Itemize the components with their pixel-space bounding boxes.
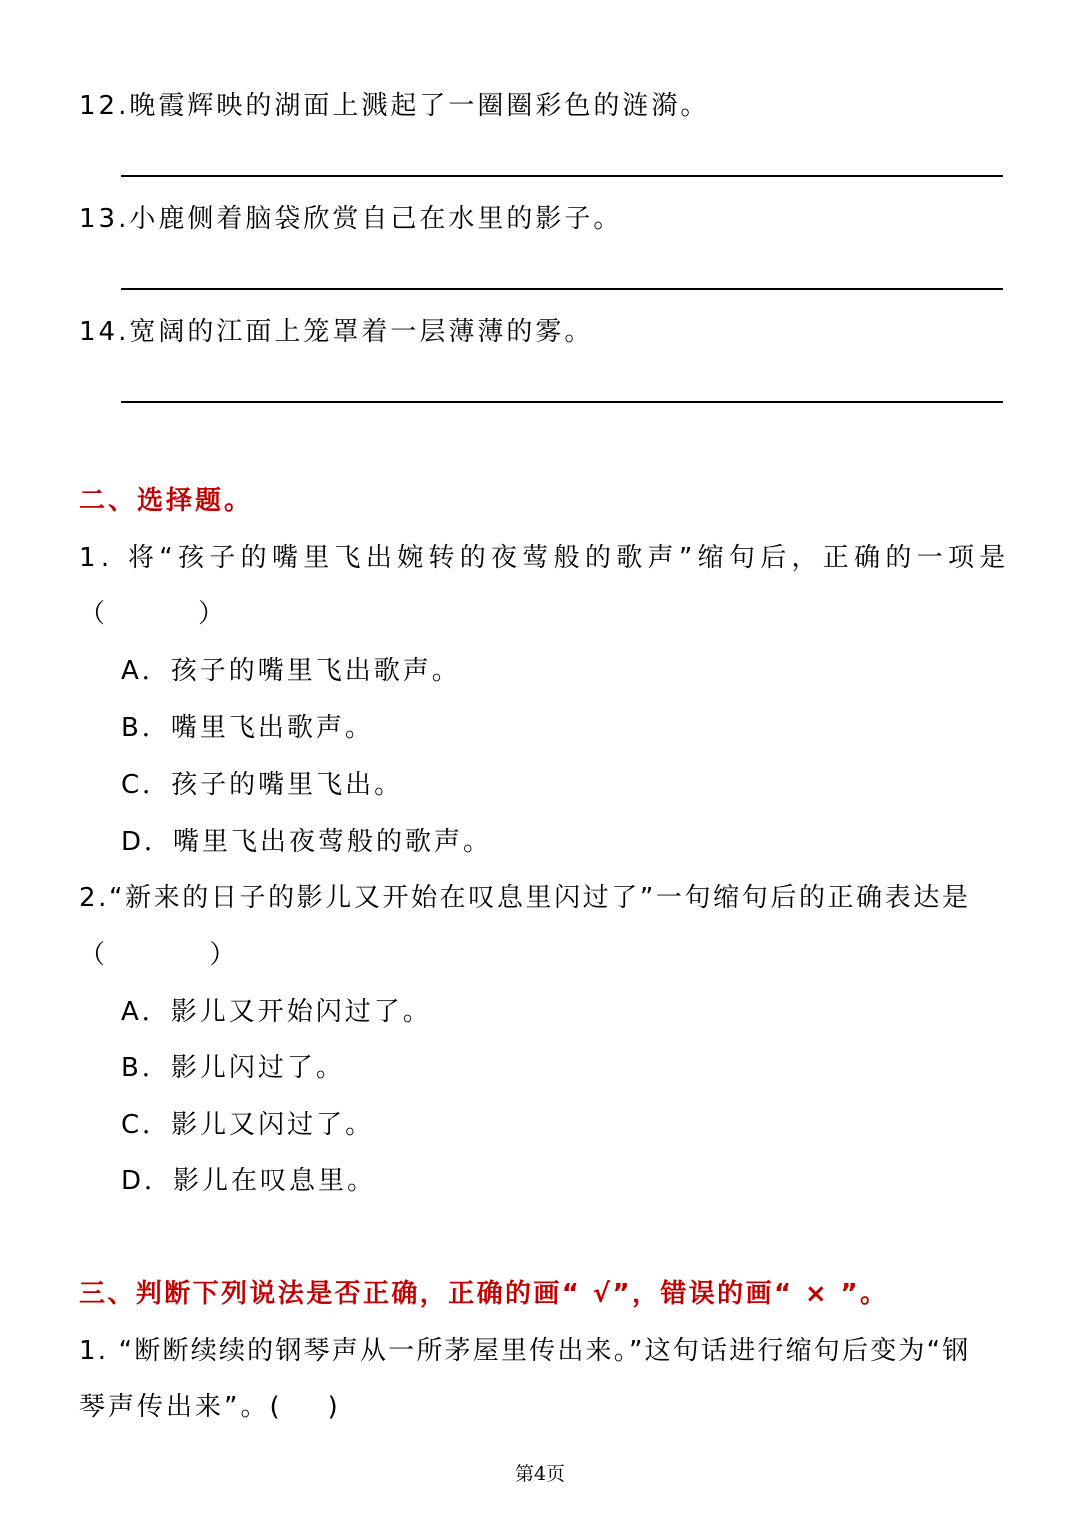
- choice-q2-option-b[interactable]: B．影儿闪过了。: [121, 1053, 345, 1083]
- choice-q1-option-b[interactable]: B．嘴里飞出歌声。: [121, 713, 374, 743]
- choice-q2-option-a[interactable]: A．影儿又开始闪过了。: [121, 997, 432, 1027]
- item-number: 13.: [79, 204, 130, 234]
- choice-q1-stem: 1. 将“孩子的嘴里飞出婉转的夜莺般的歌声”缩句后，正确的一项是: [79, 543, 1011, 573]
- choice-q2-blank[interactable]: （ ）: [79, 940, 239, 970]
- item-12-text: [79, 89, 709, 123]
- choice-q2-option-d[interactable]: D．影儿在叹息里。: [121, 1166, 377, 1196]
- item-14-text: [79, 315, 593, 349]
- choice-q2-option-c[interactable]: C．影儿又闪过了。: [121, 1110, 375, 1140]
- item-number: 12.: [79, 91, 130, 121]
- judge-q1-line1: 1. “断断续续的钢琴声从一所茅屋里传出来。”这句话进行缩句后变为“钢: [79, 1336, 971, 1366]
- choice-q1-option-c[interactable]: C．孩子的嘴里飞出。: [121, 770, 404, 800]
- page-number: 第4页: [514, 1463, 566, 1485]
- answer-line-14[interactable]: [121, 401, 1003, 403]
- section-title-choice: 二、选择题。: [79, 486, 254, 516]
- choice-q1-blank[interactable]: （ ）: [79, 599, 228, 629]
- section-title-judge: 三、判断下列说法是否正确，正确的画“ √”，错误的画“ × ”。: [79, 1279, 889, 1309]
- item-sentence: 宽阔的江面上笼罩着一层薄薄的雾。: [129, 317, 594, 347]
- item-13-text: [79, 202, 622, 236]
- judge-q1-line2[interactable]: 琴声传出来”。( ): [79, 1392, 341, 1422]
- choice-q1-option-d[interactable]: D．嘴里飞出夜莺般的歌声。: [121, 827, 493, 857]
- choice-q2-stem: 2.“新来的日子的影儿又开始在叹息里闪过了”一句缩句后的正确表达是: [79, 883, 971, 913]
- item-number: 14.: [79, 317, 130, 347]
- choice-q1-option-a[interactable]: A．孩子的嘴里飞出歌声。: [121, 656, 461, 686]
- item-sentence: 小鹿侧着脑袋欣赏自己在水里的影子。: [129, 204, 623, 234]
- answer-line-12[interactable]: [121, 175, 1003, 177]
- item-sentence: 晚霞辉映的湖面上溅起了一圈圈彩色的涟漪。: [129, 91, 710, 121]
- answer-line-13[interactable]: [121, 288, 1003, 290]
